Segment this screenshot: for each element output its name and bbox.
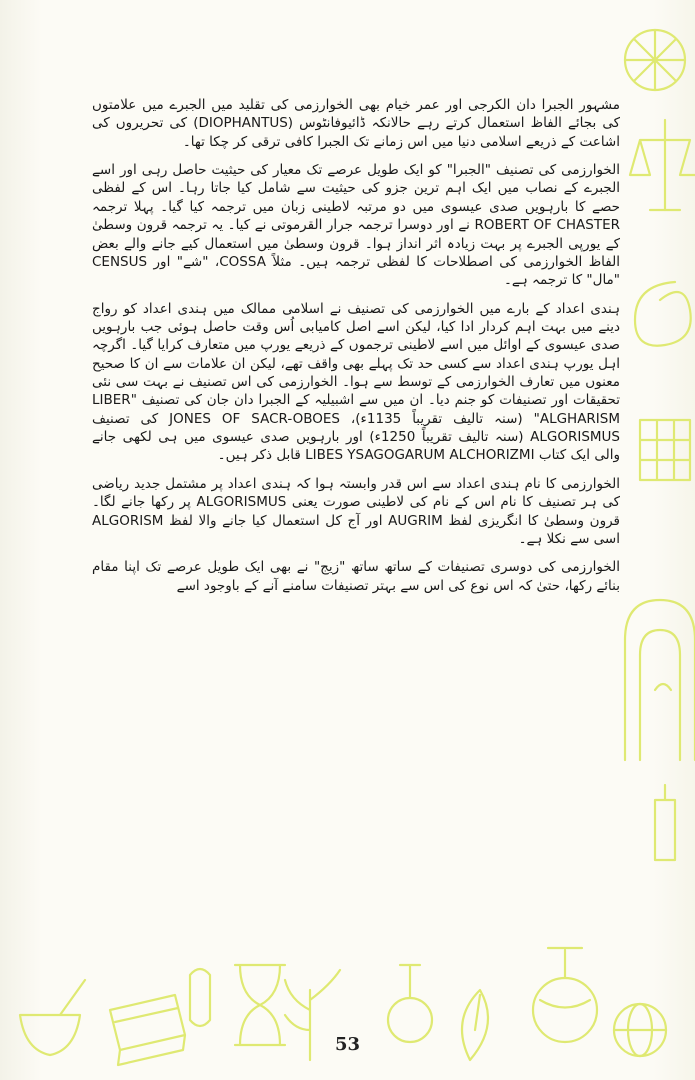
paragraph-3: ہندی اعداد کے بارے میں الخوارزمی کی تصنیف نے اسلامی ممالک میں ہندی اعداد کو رواج دینے میں بہت اہم کردار ادا کیا، لیکن اسے اصل کامیابی اُس وقت حاصل ہوئی جب بارہویں صدی عیسوی کے اوائل میں اسے لاطینی ترجموں کے ذریعے یورپ میں متعارف کرایا گیا۔ اگرچہ اہل یورپ ہندی اعداد سے کسی حد تک پہلے بھی واقف تھے، لیکن ان علامات سے ان کا صحیح معنوں میں تعارف الخوارزمی کے توسط سے ہوا۔ الخوارزمی کی اس تصنیف نے بہت سی نئی تحقیقات اور تصنیفات کو جنم دیا۔ ان میں سے اشبیلیہ کے الجبرا دان جان کی تصنیف "LIBER ALGHARISM" (سنہ تالیف تقریباً 1135ء)، JONES OF SACR-OBOES کی تصنیف ALGORISMUS (سنہ تالیف تقریباً 1250ء) اور بارہویں صدی عیسوی میں ہی لکھی جانے والی ایک کتاب LIBES YSAGOGARUM ALCHORIZMI قابل ذکر ہیں۔ <box>92 300 620 464</box>
spiral-icon <box>635 282 691 346</box>
hourglass-icon <box>235 965 285 1045</box>
paragraph-4: الخوارزمی کا نام ہندی اعداد سے اس قدر وابستہ ہوا کہ ہندی اعداد پر مشتمل جدید ریاضی کی ہر تصنیف کا نام اس کے نام کی لاطینی صورت یعنی ALGORISMUS پر رکھا جانے لگا۔ قرون وسطیٰ کا انگریزی لفظ AUGRIM اور آج کل استعمال کیا جانے والا لفظ ALGORISM اسی سے نکلا ہے۔ <box>92 475 620 547</box>
paragraph-2: الخوارزمی کی تصنیف "الجبرا" کو ایک طویل عرصے تک معیار کی حیثیت حاصل رہی اور اسے الجبرے کے نصاب میں ایک اہم ترین جزو کی حیثیت سے شامل کیا جاتا رہا۔ اس کے لفظی حصے کا بارہویں صدی عیسوی میں دو مرتبہ لاطینی زبان میں ترجمہ کیا گیا۔ پہلا ترجمہ ROBERT OF CHASTER نے اور دوسرا ترجمہ جرار القرموتی نے کیا۔ یہ ترجمہ قرون وسطیٰ کے یورپی الجبرے پر بہت زیادہ اثر انداز ہوا۔ قرون وسطیٰ میں استعمال کیے جانے والے بعض الفاظ الخوارزمی کی اصطلاحات کا لفظی ترجمہ ہیں۔ مثلاً COSSA، "شے" اور CENSUS "مال" کا ترجمہ ہے۔ <box>92 162 620 289</box>
scale-icon <box>630 120 695 210</box>
compass-icon <box>625 30 685 90</box>
flask-icon <box>388 965 432 1042</box>
scroll-icon <box>190 969 210 1026</box>
paragraph-5: الخوارزمی کی دوسری تصنیفات کے ساتھ ساتھ "زیج" نے بھی ایک طویل عرصے تک اپنا مقام بنائے رکھا، حتیٰ کہ اس نوع کی اس سے بہتر تصنیفات سامنے آنے کے باوجود اسے <box>92 559 620 594</box>
grid-icon <box>640 420 690 480</box>
page-number: 53 <box>334 1034 361 1055</box>
article-text <box>92 96 620 976</box>
candle-icon <box>655 785 675 860</box>
paragraph-1: مشہور الجبرا دان الکرجی اور عمر خیام بھی الخوارزمی کی تقلید میں الجبرے میں علامتوں کی بجائے الفاظ استعمال کرتے رہے حالانکہ ڈائیوفانٹوس (DIOPHANTUS) کی تحریروں کی اشاعت کے ذریعے اسلامی دنیا میں اس زمانے تک الجبرا کافی ترقی کر چکا تھا۔ <box>92 97 620 150</box>
arch-window-icon <box>625 600 695 760</box>
